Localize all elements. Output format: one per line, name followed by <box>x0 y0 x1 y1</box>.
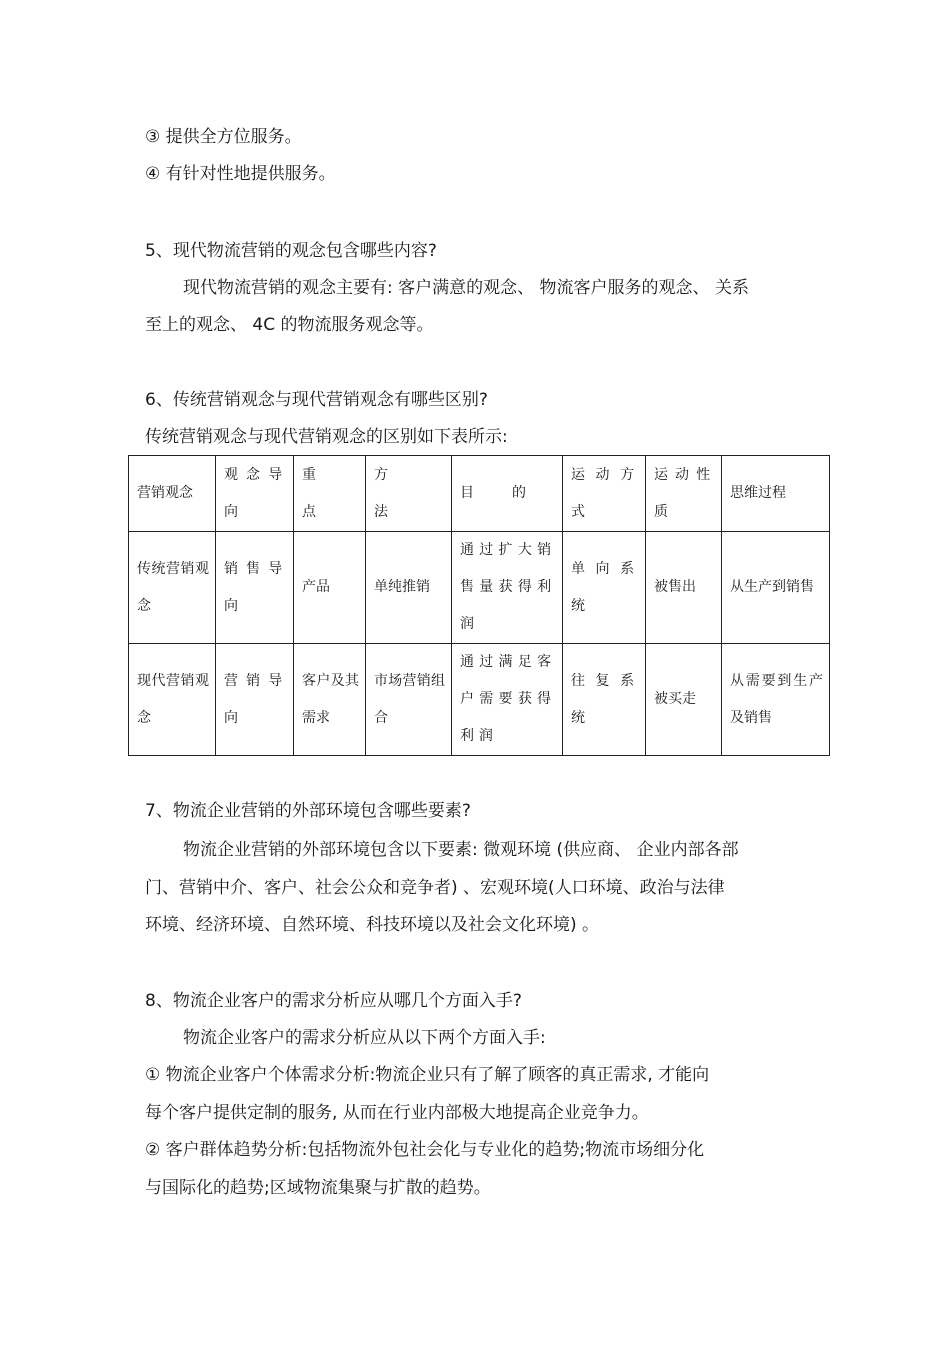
answer-8-line: ① 物流企业客户个体需求分析:物流企业只有了解了顾客的真正需求, 才能向 <box>145 1065 710 1085</box>
table-cell: 单向系统 <box>563 532 646 644</box>
table-row <box>129 644 830 756</box>
answer-5-line: 至上的观念、 4C 的物流服务观念等。 <box>145 315 434 335</box>
table-cell: 市场营销组合 <box>366 644 452 756</box>
header-cell: 方 法 <box>366 456 452 532</box>
table-cell: 客户及其需求 <box>294 644 366 756</box>
table-row <box>129 532 830 644</box>
answer-7-line: 环境、经济环境、自然环境、科技环境以及社会文化环境) 。 <box>145 915 600 935</box>
question-6: 6、传统营销观念与现代营销观念有哪些区别? <box>145 390 488 410</box>
header-cell: 目 的 <box>452 456 563 532</box>
table-cell: 往复系统 <box>563 644 646 756</box>
answer-7-line: 门、营销中介、客户、社会公众和竞争者) 、宏观环境(人口环境、政治与法律 <box>145 878 725 898</box>
table-cell: 通过满足客户需要获得利润 <box>452 644 563 756</box>
table-cell: 营销导向 <box>216 644 294 756</box>
comparison-table <box>128 455 830 756</box>
header-cell: 重 点 <box>294 456 366 532</box>
table-header-row <box>129 456 830 532</box>
table-cell: 从需要到生产及销售 <box>722 644 830 756</box>
header-cell: 运动性质 <box>646 456 722 532</box>
table-cell: 被买走 <box>646 644 722 756</box>
answer-8-line: 与国际化的趋势;区域物流集聚与扩散的趋势。 <box>145 1178 491 1198</box>
answer-8-intro: 物流企业客户的需求分析应从以下两个方面入手: <box>183 1028 546 1048</box>
list-item: ③ 提供全方位服务。 <box>145 127 302 147</box>
table-cell: 传统营销观念 <box>129 532 216 644</box>
question-8: 8、物流企业客户的需求分析应从哪几个方面入手? <box>145 991 522 1011</box>
table-cell: 被售出 <box>646 532 722 644</box>
header-cell: 营销观念 <box>129 456 216 532</box>
table-intro: 传统营销观念与现代营销观念的区别如下表所示: <box>145 427 508 447</box>
header-cell: 观念导向 <box>216 456 294 532</box>
header-cell: 思维过程 <box>722 456 830 532</box>
table-cell: 通过扩大销售量获得利润 <box>452 532 563 644</box>
question-5: 5、现代物流营销的观念包含哪些内容? <box>145 241 437 261</box>
table-cell: 产品 <box>294 532 366 644</box>
list-item: ④ 有针对性地提供服务。 <box>145 164 336 184</box>
answer-8-line: ② 客户群体趋势分析:包括物流外包社会化与专业化的趋势;物流市场细分化 <box>145 1140 705 1160</box>
question-7: 7、物流企业营销的外部环境包含哪些要素? <box>145 801 471 821</box>
answer-5-line: 现代物流营销的观念主要有: 客户满意的观念、 物流客户服务的观念、 关系 <box>183 278 749 298</box>
table-cell: 现代营销观念 <box>129 644 216 756</box>
answer-8-line: 每个客户提供定制的服务, 从而在行业内部极大地提高企业竞争力。 <box>145 1103 649 1123</box>
table-cell: 单纯推销 <box>366 532 452 644</box>
table-cell: 从生产到销售 <box>722 532 830 644</box>
answer-7-line: 物流企业营销的外部环境包含以下要素: 微观环境 (供应商、 企业内部各部 <box>183 840 739 860</box>
header-cell: 运动方式 <box>563 456 646 532</box>
table-cell: 销售导向 <box>216 532 294 644</box>
